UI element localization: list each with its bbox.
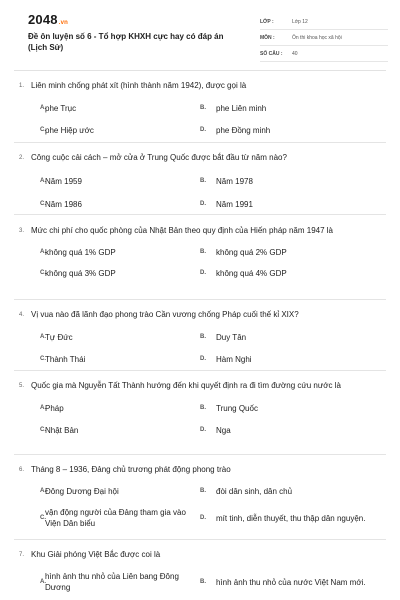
option-b[interactable] xyxy=(200,103,386,114)
question-number: 5. xyxy=(19,383,25,389)
option-text: vận động người của Đảng tham gia vào Viện Dân biểu xyxy=(45,508,186,528)
meta-row-class xyxy=(260,15,388,30)
option-d[interactable] xyxy=(200,507,386,529)
question-number: 3. xyxy=(19,228,25,234)
option-grid xyxy=(14,176,386,210)
option-letter: C. xyxy=(40,270,46,276)
option-text: phe Trục xyxy=(45,104,77,113)
option-text: không quá 2% GDP xyxy=(216,248,287,257)
option-c[interactable] xyxy=(14,507,200,529)
option-d[interactable] xyxy=(200,268,386,279)
option-letter: A. xyxy=(40,405,46,411)
option-a[interactable] xyxy=(14,403,200,414)
option-a[interactable] xyxy=(14,486,200,497)
question-number: 6. xyxy=(19,467,25,473)
option-c[interactable] xyxy=(14,268,200,279)
question-head xyxy=(14,152,386,164)
meta-label: SỐ CÂU : xyxy=(260,51,283,57)
question-item xyxy=(14,143,386,215)
logo-name: 2048 xyxy=(28,12,58,27)
option-letter: A. xyxy=(40,249,46,255)
option-letter: C. xyxy=(40,127,46,133)
option-text: không quá 4% GDP xyxy=(216,269,287,278)
question-text: Tháng 8 – 1936, Đảng chủ trương phát động phong trào xyxy=(31,465,231,474)
option-letter: B. xyxy=(200,249,206,255)
option-grid xyxy=(14,332,386,365)
option-text: phe Liên minh xyxy=(216,104,267,113)
option-letter: A. xyxy=(40,578,46,585)
option-text: hình ảnh thu nhỏ của nước Việt Nam mới. xyxy=(216,577,366,587)
option-letter: B. xyxy=(200,578,206,585)
option-text: không quá 3% GDP xyxy=(45,269,116,278)
option-c[interactable] xyxy=(14,425,200,436)
meta-row-count xyxy=(260,47,388,62)
option-d[interactable] xyxy=(200,354,386,365)
option-a[interactable] xyxy=(14,103,200,114)
question-item xyxy=(14,455,386,540)
option-text: Thành Thái xyxy=(45,355,86,364)
option-letter: D. xyxy=(200,201,206,207)
option-a[interactable] xyxy=(14,176,200,187)
option-text: Trung Quốc xyxy=(216,404,258,413)
option-d[interactable] xyxy=(200,199,386,210)
option-grid xyxy=(14,103,386,136)
question-item xyxy=(14,540,386,593)
option-d[interactable] xyxy=(200,425,386,436)
option-text: Tự Đức xyxy=(45,333,73,342)
question-number: 7. xyxy=(19,552,25,558)
option-letter: A. xyxy=(40,488,46,494)
option-letter: B. xyxy=(200,105,206,111)
option-text: mít tinh, diễn thuyết, thu thập dân nguyện. xyxy=(216,513,366,523)
option-c[interactable] xyxy=(14,199,200,210)
question-number: 2. xyxy=(19,155,25,161)
option-b[interactable] xyxy=(200,403,386,414)
option-text: Duy Tân xyxy=(216,333,247,342)
question-text: Khu Giải phóng Việt Bắc được coi là xyxy=(31,550,161,559)
option-letter: C. xyxy=(40,356,46,362)
meta-value: 40 xyxy=(292,51,298,57)
option-a[interactable] xyxy=(14,332,200,343)
question-item xyxy=(14,300,386,371)
question-text: Liên minh chống phát xít (hình thành năm 1942), được gọi là xyxy=(31,81,247,90)
meta-label: LỚP : xyxy=(260,19,274,25)
option-letter: D. xyxy=(200,270,206,276)
option-b[interactable] xyxy=(200,247,386,258)
option-text: Đông Dương Đại hội xyxy=(45,487,119,496)
option-b[interactable] xyxy=(200,332,386,343)
option-letter: B. xyxy=(200,488,206,494)
option-grid xyxy=(14,486,386,529)
document-header xyxy=(8,0,392,66)
question-head xyxy=(14,225,386,237)
question-item xyxy=(14,70,386,143)
option-text: Pháp xyxy=(45,404,64,413)
option-text: hình ảnh thu nhỏ của Liên bang Đông Dương xyxy=(45,572,179,592)
question-text: Quốc gia mà Nguyễn Tất Thành hướng đến khi quyết định ra đi tìm đường cứu nước là xyxy=(31,381,341,390)
meta-panel xyxy=(260,15,388,63)
option-b[interactable] xyxy=(200,486,386,497)
option-text: đòi dân sinh, dân chủ xyxy=(216,487,293,496)
option-a[interactable] xyxy=(14,571,200,593)
document-title: Đề ôn luyện số 6 - Tổ hợp KHXH cực hay có đáp án (Lịch Sử) xyxy=(28,32,224,52)
option-letter: A. xyxy=(40,178,46,184)
option-letter: C. xyxy=(40,427,46,433)
option-b[interactable] xyxy=(200,176,386,187)
meta-value: Ôn thi khoa học xã hội xyxy=(292,35,342,41)
option-text: Năm 1978 xyxy=(216,177,253,186)
option-text: Năm 1991 xyxy=(216,200,253,209)
option-b[interactable] xyxy=(200,571,386,593)
question-head xyxy=(14,380,386,392)
option-text: không quá 1% GDP xyxy=(45,248,116,257)
option-letter: D. xyxy=(200,514,206,521)
question-text: Mức chi phí cho quốc phòng của Nhật Bản theo quy định của Hiến pháp năm 1947 là xyxy=(31,226,334,235)
option-letter: A. xyxy=(40,105,46,111)
question-list xyxy=(14,70,386,593)
logo-tld: .vn xyxy=(58,20,69,26)
question-head xyxy=(14,464,386,476)
option-letter: A. xyxy=(40,334,46,340)
option-a[interactable] xyxy=(14,247,200,258)
question-number: 4. xyxy=(19,312,25,318)
option-text: phe Đồng minh xyxy=(216,126,271,135)
site-logo[interactable] xyxy=(28,12,68,27)
question-text: Công cuộc cải cách – mở cửa ở Trung Quốc được bắt đầu từ năm nào? xyxy=(31,153,287,162)
option-d[interactable] xyxy=(200,125,386,136)
option-letter: B. xyxy=(200,334,206,340)
option-letter: D. xyxy=(200,356,206,362)
option-letter: D. xyxy=(200,127,206,133)
option-letter: B. xyxy=(200,405,206,411)
option-grid xyxy=(14,247,386,279)
option-c[interactable] xyxy=(14,125,200,136)
option-text: phe Hiệp ước xyxy=(45,126,94,135)
option-text: Nga xyxy=(216,426,231,435)
question-head xyxy=(14,80,386,92)
meta-row-subject xyxy=(260,31,388,46)
meta-label: MÔN : xyxy=(260,35,275,41)
meta-value: Lớp 12 xyxy=(292,19,308,25)
option-text: Năm 1959 xyxy=(45,177,82,186)
question-text: Vị vua nào đã lãnh đạo phong trào Cần vương chống Pháp cuối thế kỉ XIX? xyxy=(31,310,299,319)
option-letter: C. xyxy=(40,514,46,521)
question-number: 1. xyxy=(19,83,25,89)
option-text: Hàm Nghi xyxy=(216,355,252,364)
option-grid xyxy=(14,571,386,593)
question-head xyxy=(14,549,386,561)
option-letter: D. xyxy=(200,427,206,433)
option-letter: B. xyxy=(200,178,206,184)
question-item xyxy=(14,215,386,300)
option-text: Năm 1986 xyxy=(45,200,82,209)
option-text: Nhật Bản xyxy=(45,426,79,435)
option-letter: C. xyxy=(40,201,46,207)
question-head xyxy=(14,309,386,321)
option-grid xyxy=(14,403,386,436)
option-c[interactable] xyxy=(14,354,200,365)
question-item xyxy=(14,371,386,455)
